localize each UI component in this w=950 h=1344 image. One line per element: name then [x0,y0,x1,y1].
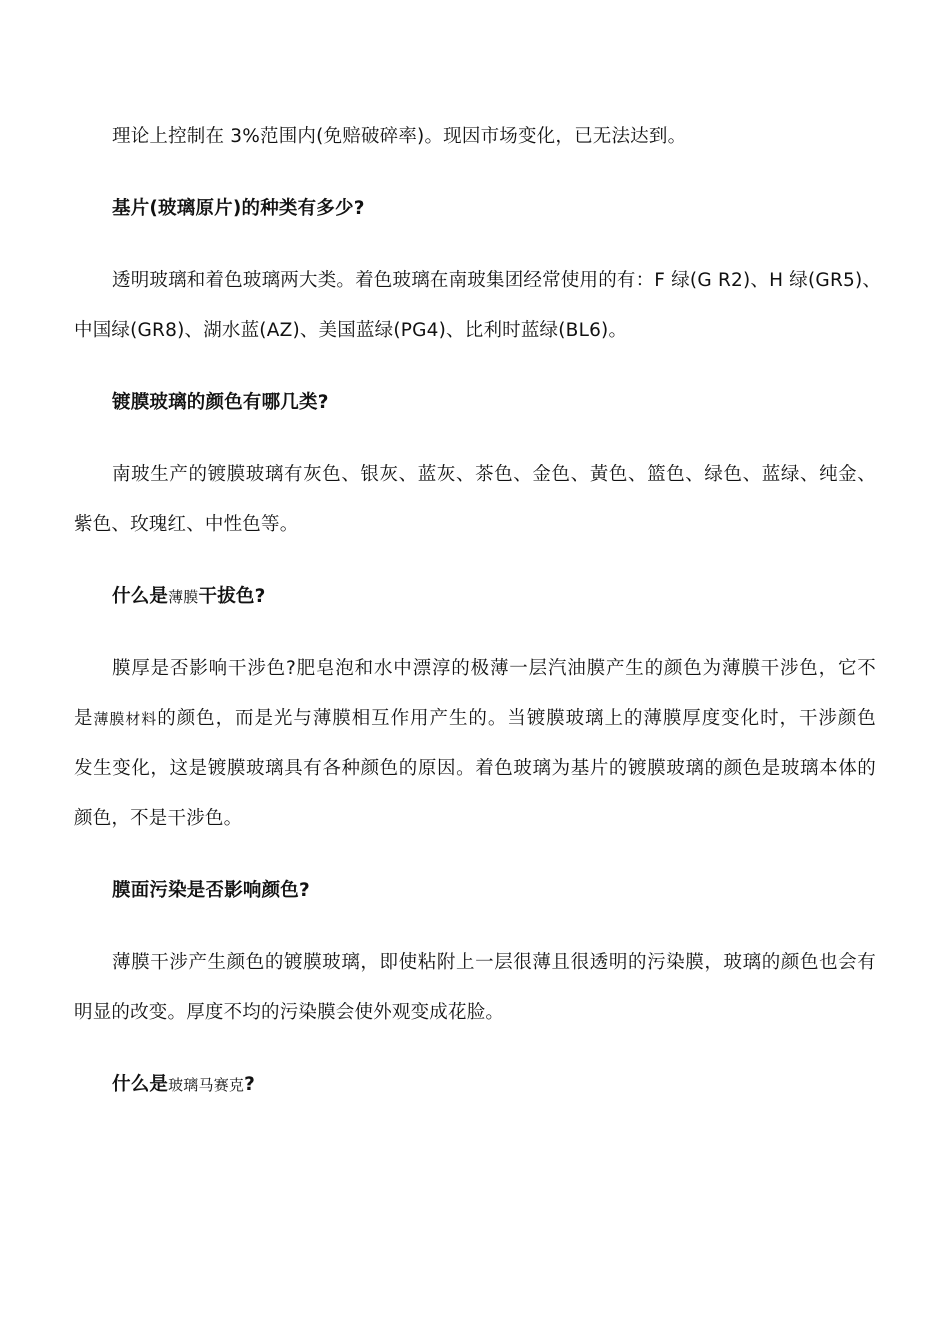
paragraph-line: 透明玻璃和着色玻璃两大类。着色玻璃在南玻集团经常使用的有：F 绿(G R2)、H 绿(GR5)、 [112,270,882,291]
heading-text: 什么是 [112,586,169,607]
heading-text: 干拔色? [198,586,266,607]
paragraph-line: 明显的改变。厚度不均的污染膜会使外观变成花脸。 [74,1002,505,1023]
paragraph-line: 薄膜干涉产生颜色的镀膜玻璃，即使粘附上一层很薄且很透明的污染膜，玻璃的颜色也会有 [112,952,876,973]
paragraph-line: 紫色、玫瑰红、中性色等。 [74,514,299,535]
section-heading: 膜面污染是否影响颜色? [112,880,310,901]
text-span: 是 [74,708,94,729]
paragraph-line: 理论上控制在 3%范围内(免赔破碎率)。现因市场变化，已无法达到。 [112,126,687,147]
paragraph-line: 中国绿(GR8)、湖水蓝(AZ)、美国蓝绿(PG4)、比利时蓝绿(BL6)。 [74,320,628,341]
section-heading: 基片(玻璃原片)的种类有多少? [112,198,365,219]
paragraph-line [74,706,876,732]
section-heading [112,1072,876,1098]
paragraph-line: 颜色，不是干涉色。 [74,808,243,829]
heading-text: ? [244,1074,256,1095]
heading-term: 薄膜 [168,588,199,606]
heading-term: 玻璃马赛克 [168,1076,245,1094]
paragraph-line: 发生变化，这是镀膜玻璃具有各种颜色的原因。着色玻璃为基片的镀膜玻璃的颜色是玻璃本体的 [74,758,876,779]
section-heading: 镀膜玻璃的颜色有哪几类? [112,392,329,413]
paragraph-line: 南玻生产的镀膜玻璃有灰色、银灰、蓝灰、茶色、金色、黃色、篮色、绿色、蓝绿、纯金、 [112,464,876,485]
heading-text: 什么是 [112,1074,169,1095]
text-span: 的颜色，而是光与薄膜相互作用产生的。当镀膜玻璃上的薄膜厚度变化时，干涉颜色 [157,708,877,729]
text-term: 薄膜材料 [93,710,158,728]
paragraph-line: 膜厚是否影响干涉色?肥皂泡和水中漂淳的极薄一层汽油膜产生的颜色为薄膜干涉色，它不 [112,658,876,679]
section-heading [112,584,876,610]
